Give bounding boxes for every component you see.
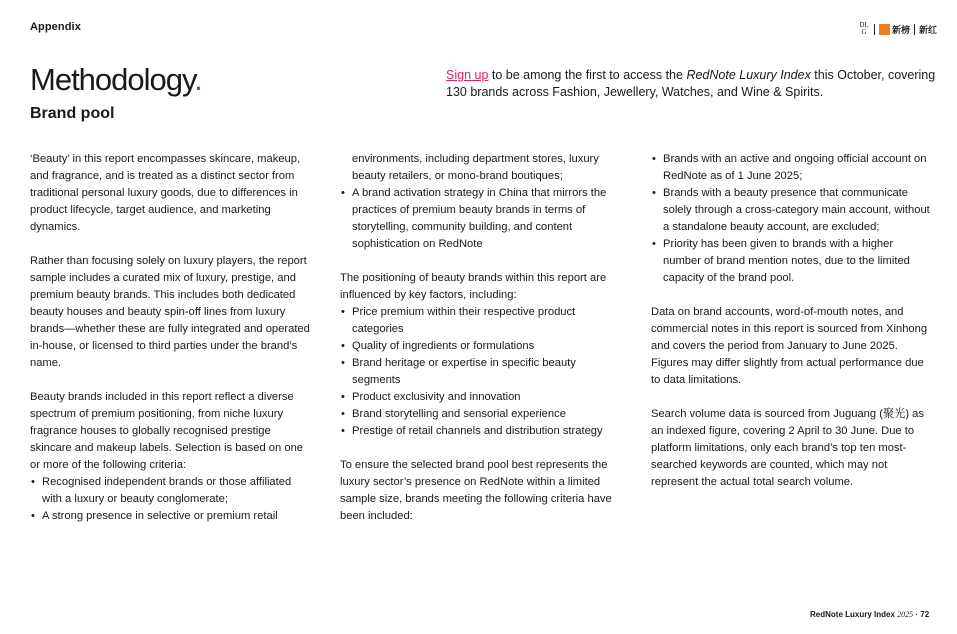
xinhong-logo-text: 新红 bbox=[919, 24, 938, 35]
page-number: 72 bbox=[920, 610, 930, 619]
column-left bbox=[30, 151, 310, 525]
paragraph-search-volume: Search volume data is sourced from Juguang (聚光) as an indexed figure, covering 2 April to 30 June. Due to platform limitations, only each brand’s top ten most-searched keywords are counted, which may not represent the actual total search volume. bbox=[651, 408, 924, 488]
footer-index-name: RedNote Luxury Index bbox=[810, 610, 895, 619]
signup-index-name: RedNote Luxury Index bbox=[686, 68, 811, 82]
paragraph-sample-mix: Rather than focusing solely on luxury players, the report sample includes a curated mix of luxury, prestige, and premium beauty brands. This includes both dedicated beauty houses and beauty spin-off lines from luxury brands—whether these are fully integrated and operated in-house, or licensed to third parties under the brand’s name. bbox=[30, 255, 310, 369]
page-title bbox=[30, 60, 202, 100]
list-item: • Brand storytelling and sensorial experience bbox=[340, 406, 625, 423]
section-label: Appendix bbox=[30, 21, 81, 33]
paragraph-positioning-factors: The positioning of beauty brands within this report are influenced by key factors, including: bbox=[340, 272, 607, 301]
footer-separator: · bbox=[915, 610, 919, 619]
paragraph-data-source: Data on brand accounts, word-of-mouth notes, and commercial notes in this report is sourced from Xinhong and covers the period from January to June 2025. Figures may differ slightly from actual performance due to data limitations. bbox=[651, 306, 928, 386]
factors-list bbox=[340, 304, 625, 440]
criteria-list-continued bbox=[340, 185, 625, 253]
xinbang-logo-icon bbox=[879, 24, 890, 35]
list-item: • Brands with a beauty presence that communicate solely through a cross-category main account, without a standalone beauty account, are excluded; bbox=[651, 185, 931, 236]
criteria-continuation: environments, including department stores, luxury beauty retailers, or mono-brand boutiques; bbox=[352, 153, 599, 182]
column-right bbox=[651, 151, 931, 491]
list-item: • Quality of ingredients or formulations bbox=[340, 338, 625, 355]
partner-logos bbox=[858, 19, 937, 39]
list-item: • Recognised independent brands or those affiliated with a luxury or beauty conglomerate; bbox=[30, 474, 310, 508]
footer-year: 2025 bbox=[897, 610, 914, 619]
list-item: • Brand heritage or expertise in specific beauty segments bbox=[340, 355, 625, 389]
signup-link[interactable]: Sign up bbox=[446, 68, 489, 82]
signup-callout bbox=[446, 67, 936, 101]
logo-divider bbox=[914, 24, 915, 35]
list-item: • Product exclusivity and innovation bbox=[340, 389, 625, 406]
signup-text: to be among the first to access the bbox=[488, 68, 687, 82]
dlg-logo: DL G bbox=[859, 21, 869, 36]
column-middle bbox=[340, 151, 625, 525]
page-footer bbox=[810, 610, 929, 619]
page-subtitle: Brand pool bbox=[30, 105, 115, 122]
list-item: • Priority has been given to brands with a higher number of brand mention notes, due to the limited capacity of the brand pool. bbox=[651, 236, 931, 287]
title-accent-dot: . bbox=[194, 62, 202, 97]
logo-divider bbox=[874, 24, 875, 35]
paragraph-beauty-definition: ‘Beauty’ in this report encompasses skincare, makeup, and fragrance, and is treated as a distinct sector from traditional personal luxury goods, due to differences in product lifecycle, target audience, and marketing dynamics. bbox=[30, 153, 301, 233]
list-item: • Brands with an active and ongoing official account on RedNote as of 1 June 2025; bbox=[651, 151, 931, 185]
paragraph-brand-pool-criteria: To ensure the selected brand pool best represents the luxury sector’s presence on RedNote within a limited sample size, brands meeting the following criteria have been included: bbox=[340, 459, 612, 522]
page-title-text: Methodology bbox=[30, 62, 195, 97]
list-item: • A strong presence in selective or premium retail bbox=[30, 508, 310, 525]
signup-text-end: this October, covering 130 brands across Fashion, Jewellery, Watches, and Wine & Spirits. bbox=[446, 68, 936, 99]
xinbang-logo-text: 新榜 bbox=[892, 24, 911, 35]
inclusion-criteria-list bbox=[651, 151, 931, 287]
criteria-list bbox=[30, 474, 310, 525]
list-item: • Prestige of retail channels and distribution strategy bbox=[340, 423, 625, 440]
paragraph-selection-criteria: Beauty brands included in this report reflect a diverse spectrum of premium positioning, from niche luxury fragrance houses to globally recognised prestige skincare and makeup labels. Selection is based on one or more of the following criteria: bbox=[30, 391, 304, 471]
list-item: • A brand activation strategy in China that mirrors the practices of premium beauty brands in terms of storytelling, community building, and content sophistication on RedNote bbox=[340, 185, 625, 253]
list-item: • Price premium within their respective product categories bbox=[340, 304, 625, 338]
